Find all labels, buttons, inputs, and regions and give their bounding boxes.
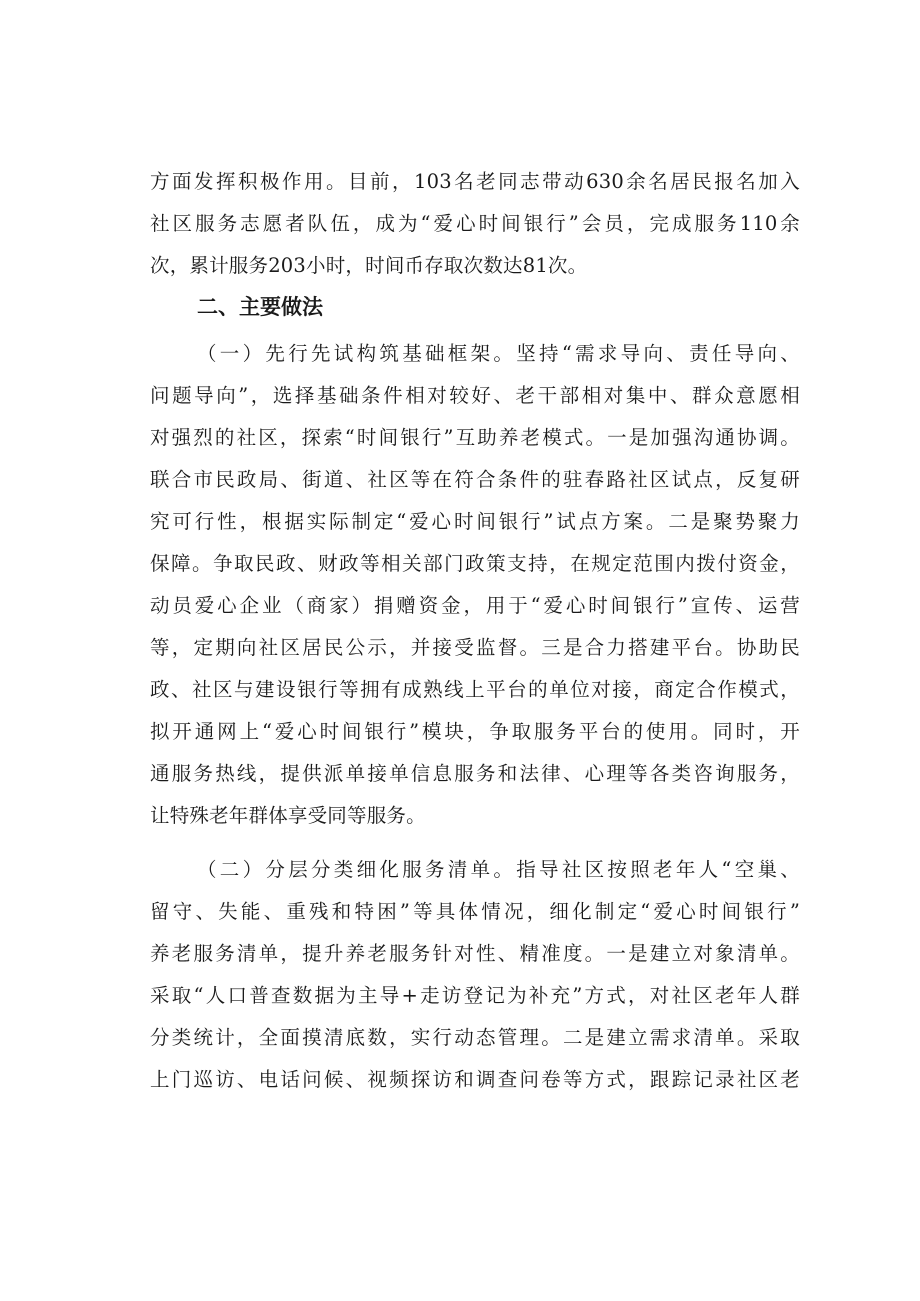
text-line: 保障。争取民政、财政等相关部门政策支持，在规定范围内拨付资金， bbox=[150, 552, 800, 575]
text-line: 方面发挥积极作用。目前，103名老同志带动630余名居民报名加入 bbox=[150, 170, 800, 193]
text-line: 分类统计，全面摸清底数，实行动态管理。二是建立需求清单。采取 bbox=[150, 1026, 800, 1049]
text-line: 究可行性，根据实际制定“爱心时间银行”试点方案。二是聚势聚力 bbox=[150, 510, 800, 533]
text-line: 通服务热线，提供派单接单信息服务和法律、心理等各类咨询服务， bbox=[150, 762, 800, 785]
text-line: 采取“人口普查数据为主导+走访登记为补充”方式，对社区老年人群 bbox=[150, 984, 800, 1007]
text-line: 联合市民政局、街道、社区等在符合条件的驻春路社区试点，反复研 bbox=[150, 468, 800, 491]
text-line: （二）分层分类细化服务清单。指导社区按照老年人“空巢、 bbox=[197, 858, 800, 881]
text-line: 对强烈的社区，探索“时间银行”互助养老模式。一是加强沟通协调。 bbox=[150, 426, 800, 449]
text-line: 等，定期向社区居民公示，并接受监督。三是合力搭建平台。协助民 bbox=[150, 636, 800, 659]
text-line: 拟开通网上“爱心时间银行”模块，争取服务平台的使用。同时，开 bbox=[150, 720, 800, 743]
text-line: 让特殊老年群体享受同等服务。 bbox=[150, 804, 426, 827]
text-line: 问题导向”，选择基础条件相对较好、老干部相对集中、群众意愿相 bbox=[150, 384, 800, 407]
text-line: （一）先行先试构筑基础框架。坚持“需求导向、责任导向、 bbox=[197, 342, 800, 365]
text-line: 留守、失能、重残和特困”等具体情况，细化制定“爱心时间银行” bbox=[150, 900, 800, 923]
text-line: 动员爱心企业（商家）捐赠资金，用于“爱心时间银行”宣传、运营 bbox=[150, 594, 800, 617]
section-heading: 二、主要做法 bbox=[197, 295, 323, 319]
text-line: 上门巡访、电话问候、视频探访和调查问卷等方式，跟踪记录社区老 bbox=[150, 1068, 800, 1091]
text-line: 养老服务清单，提升养老服务针对性、精准度。一是建立对象清单。 bbox=[150, 942, 800, 965]
text-line: 次，累计服务203小时，时间币存取次数达81次。 bbox=[150, 254, 588, 277]
text-line: 政、社区与建设银行等拥有成熟线上平台的单位对接，商定合作模式， bbox=[150, 678, 800, 701]
text-line: 社区服务志愿者队伍，成为“爱心时间银行”会员，完成服务110余 bbox=[150, 212, 800, 235]
